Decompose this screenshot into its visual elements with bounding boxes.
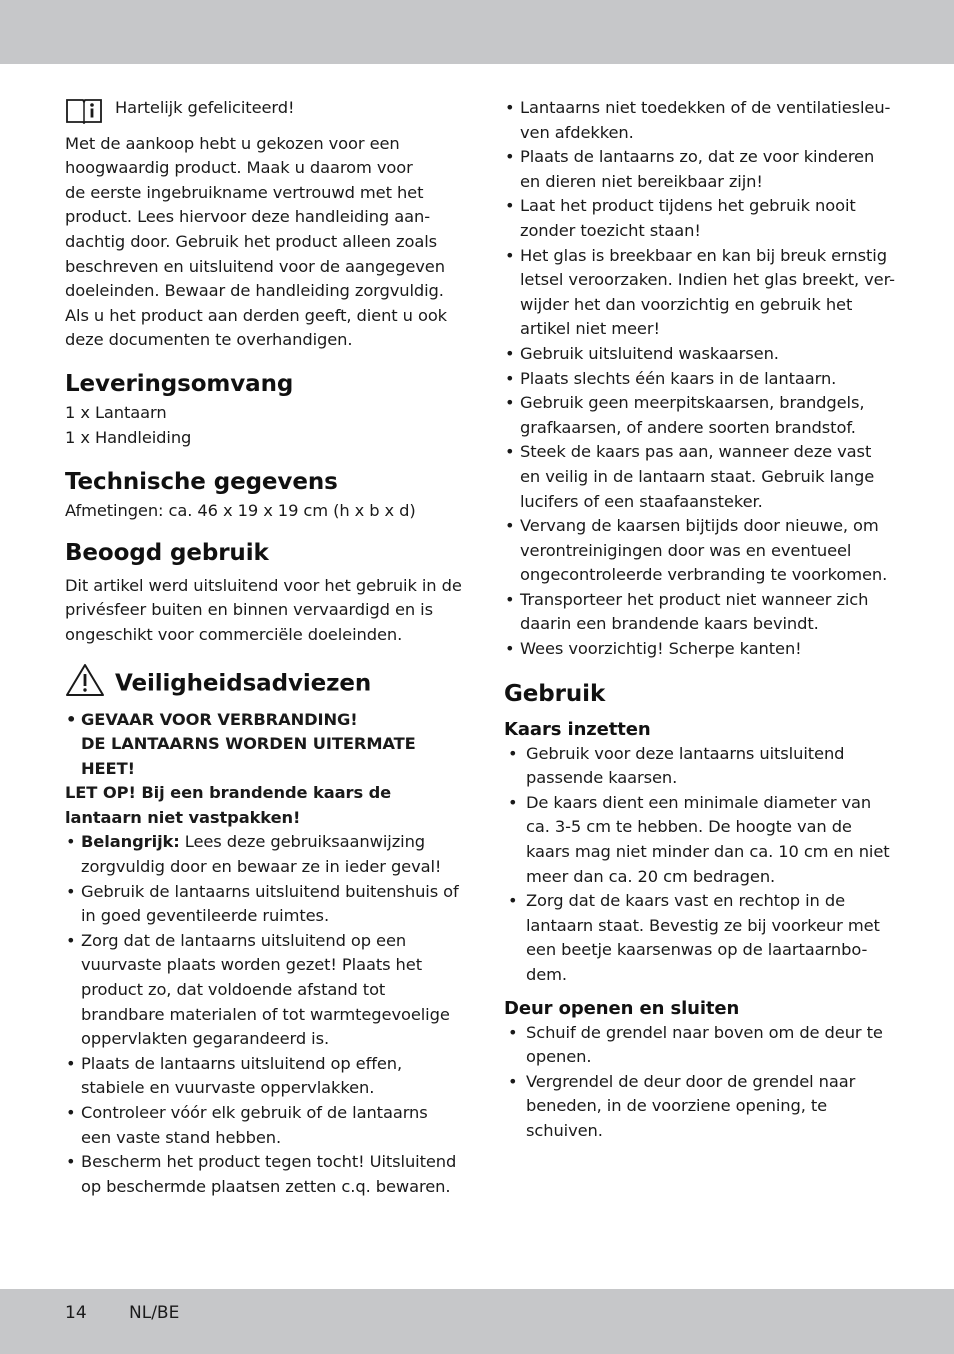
safety-item-line: • Bescherm het product tegen tocht! Uitsluitend bbox=[81, 1152, 457, 1172]
safety-list-left bbox=[65, 708, 450, 782]
safety-item-line: stabiele en vuurvaste oppervlakken. bbox=[81, 1078, 375, 1098]
intro-line: beschreven en uitsluitend voor de aangegeven bbox=[65, 256, 445, 276]
deur-item-line: schuiven. bbox=[526, 1120, 603, 1140]
safety-item-line: in goed geventileerde ruimtes. bbox=[81, 906, 330, 926]
safety-item bbox=[504, 342, 889, 367]
safety-item-line: en dieren niet bereikbaar zijn! bbox=[520, 171, 763, 191]
intro-line: dachtig door. Gebruik het product alleen zoals bbox=[65, 231, 438, 251]
kaars-title: Kaars inzetten bbox=[504, 718, 651, 740]
safety-item-line: artikel niet meer! bbox=[520, 319, 660, 339]
safety-item-line: verontreinigingen door was en eventueel bbox=[520, 540, 852, 560]
kaars-list bbox=[504, 742, 889, 988]
intro-line: Met de aankoop hebt u gekozen voor een bbox=[65, 133, 400, 153]
footer-language: NL/BE bbox=[129, 1303, 180, 1323]
info-book-icon bbox=[65, 96, 103, 132]
safety-item bbox=[504, 514, 889, 588]
safety-item-line: • Gebruik uitsluitend waskaarsen. bbox=[520, 343, 779, 363]
kaars-item-line: kaars mag niet minder dan ca. 10 cm en niet bbox=[526, 842, 890, 862]
safety-item bbox=[65, 929, 450, 1052]
gebruik-title: Gebruik bbox=[504, 680, 606, 707]
safety-item-line: een vaste stand hebben. bbox=[81, 1127, 282, 1147]
safety-item bbox=[65, 1101, 450, 1150]
technisch-title: Technische gegevens bbox=[65, 469, 338, 496]
safety-list-left-2 bbox=[65, 830, 450, 879]
beoogd-text bbox=[65, 574, 462, 648]
safety-item-line: daarin een brandende kaars bevindt. bbox=[520, 614, 819, 634]
safety-item-line: lucifers of een staafaansteker. bbox=[520, 491, 763, 511]
letop-text bbox=[65, 781, 450, 830]
safety-item-line: • Gebruik de lantaarns uitsluitend buitenshuis of bbox=[81, 881, 459, 901]
intro-heading: Hartelijk gefeliciteerd! bbox=[115, 98, 295, 117]
safety-item-line: brandbare materialen of tot warmtegevoelige bbox=[81, 1004, 450, 1024]
safety-item-line: • Gebruik geen meerpitskaarsen, brandgels, bbox=[520, 393, 865, 413]
safety-item bbox=[65, 1150, 457, 1199]
warning-line: DE LANTAARNS WORDEN UITERMATE bbox=[81, 734, 416, 754]
safety-item-line: en veilig in de lantaarn staat. Gebruik lange bbox=[520, 466, 875, 486]
safety-item bbox=[65, 1052, 450, 1101]
belangrijk-text-2: zorgvuldig door en bewaar ze in ieder geval! bbox=[81, 857, 442, 877]
safety-item-line: • Plaats slechts één kaars in de lantaarn. bbox=[520, 368, 837, 388]
deur-item-line: beneden, in de voorziene opening, te bbox=[526, 1096, 828, 1116]
safety-list-right bbox=[504, 96, 895, 662]
intro-line: de eerste ingebruikname vertrouwd met het bbox=[65, 182, 424, 202]
header-bar bbox=[0, 0, 954, 64]
intro-line: product. Lees hiervoor deze handleiding aan- bbox=[65, 207, 430, 227]
levering-item: 1 x Handleiding bbox=[65, 427, 192, 447]
safety-item bbox=[504, 244, 895, 342]
safety-item-line: vuurvaste plaats worden gezet! Plaats het bbox=[81, 955, 422, 975]
safety-item-line: • Controleer vóór elk gebruik of de lantaarns bbox=[81, 1103, 428, 1122]
warning-icon bbox=[65, 663, 105, 705]
safety-item-line: • Laat het product tijdens het gebruik nooit bbox=[520, 196, 856, 216]
levering-list bbox=[65, 401, 450, 450]
safety-item-line: zonder toezicht staan! bbox=[520, 220, 701, 240]
intro-line: hoogwaardig product. Maak u daarom voor bbox=[65, 158, 413, 178]
safety-item-line: • Het glas is breekbaar en kan bij breuk ernstig bbox=[520, 245, 887, 265]
safety-item bbox=[504, 194, 889, 243]
safety-item-line: • Lantaarns niet toedekken of de ventilatiesleu- bbox=[520, 98, 891, 117]
levering-item: 1 x Lantaarn bbox=[65, 402, 167, 422]
kaars-item-line: • Zorg dat de kaars vast en rechtop in de bbox=[526, 891, 845, 911]
beoogd-title: Beoogd gebruik bbox=[65, 539, 269, 566]
belangrijk-label: Belangrijk: bbox=[81, 832, 180, 852]
left-column bbox=[65, 96, 462, 1199]
intro-text bbox=[65, 132, 450, 353]
safety-item bbox=[504, 145, 889, 194]
kaars-item-line: meer dan ca. 20 cm bedragen. bbox=[526, 866, 776, 886]
deur-item bbox=[504, 1021, 889, 1070]
deur-item-line: • Vergrendel de deur door de grendel naar bbox=[526, 1071, 856, 1091]
kaars-item-line: ca. 3-5 cm te hebben. De hoogte van de bbox=[526, 817, 852, 837]
safety-item bbox=[504, 391, 889, 440]
intro-line: doeleinden. Bewaar de handleiding zorgvuldig. bbox=[65, 281, 444, 301]
beoogd-line: Dit artikel werd uitsluitend voor het gebruik in de bbox=[65, 575, 462, 595]
beoogd-line: ongeschikt voor commerciële doeleinden. bbox=[65, 624, 403, 644]
safety-item-line: op beschermde plaatsen zetten c.q. bewaren. bbox=[81, 1176, 451, 1196]
safety-item bbox=[504, 367, 889, 392]
intro-section bbox=[65, 96, 450, 353]
safety-list-left-3 bbox=[65, 880, 459, 1200]
safety-item-line: letsel veroorzaken. Indien het glas breekt, ver- bbox=[520, 270, 895, 290]
safety-item-line: ongecontroleerde verbranding te voorkomen. bbox=[520, 565, 888, 585]
kaars-item-line: • Gebruik voor deze lantaarns uitsluitend bbox=[526, 743, 845, 763]
kaars-item-line: • De kaars dient een minimale diameter van bbox=[526, 792, 872, 812]
safety-item-line: oppervlakten gegarandeerd is. bbox=[81, 1029, 330, 1049]
kaars-item-line: passende kaarsen. bbox=[526, 768, 678, 788]
letop-line: lantaarn niet vastpakken! bbox=[65, 807, 301, 827]
warning-line: • GEVAAR VOOR VERBRANDING! bbox=[81, 709, 358, 729]
letop-line: LET OP! Bij een brandende kaars de bbox=[65, 783, 392, 803]
warning-item bbox=[65, 708, 450, 782]
safety-item-line: • Zorg dat de lantaarns uitsluitend op een bbox=[81, 930, 407, 950]
technisch-text: Afmetingen: ca. 46 x 19 x 19 cm (h x b x d) bbox=[65, 501, 416, 521]
deur-title: Deur openen en sluiten bbox=[504, 997, 740, 1019]
kaars-item bbox=[504, 889, 889, 987]
kaars-item bbox=[504, 791, 889, 889]
right-column bbox=[504, 96, 895, 1144]
kaars-item-line: dem. bbox=[526, 965, 567, 984]
safety-item bbox=[65, 880, 459, 929]
safety-item-line: product zo, dat voldoende afstand tot bbox=[81, 980, 386, 1000]
safety-item bbox=[504, 588, 889, 637]
safety-item-line: • Plaats de lantaarns zo, dat ze voor kinderen bbox=[520, 147, 875, 167]
intro-line: Als u het product aan derden geeft, dient u ook bbox=[65, 305, 448, 325]
warning-line: HEET! bbox=[81, 758, 135, 778]
deur-item bbox=[504, 1070, 889, 1144]
kaars-item bbox=[504, 742, 889, 791]
veiligheid-title bbox=[65, 663, 450, 705]
safety-item bbox=[504, 637, 889, 662]
beoogd-line: privésfeer buiten en binnen vervaardigd en is bbox=[65, 600, 433, 620]
belangrijk-item bbox=[65, 830, 450, 879]
safety-item-line: • Transporteer het product niet wanneer zich bbox=[520, 589, 869, 609]
safety-item-line: • Plaats de lantaarns uitsluitend op effen, bbox=[81, 1053, 403, 1073]
intro-line: deze documenten te overhandigen. bbox=[65, 330, 353, 350]
safety-item bbox=[504, 96, 889, 145]
safety-item bbox=[504, 440, 889, 514]
safety-item-line: • Steek de kaars pas aan, wanneer deze vast bbox=[520, 442, 872, 462]
belangrijk-text-1: Lees deze gebruiksaanwijzing bbox=[179, 832, 426, 852]
veiligheid-title-text: Veiligheidsadviezen bbox=[115, 670, 372, 696]
deur-list bbox=[504, 1021, 889, 1144]
safety-item-line: grafkaarsen, of andere soorten brandstof. bbox=[520, 417, 856, 437]
safety-item-line: ven afdekken. bbox=[520, 122, 634, 142]
page-number: 14 bbox=[65, 1303, 87, 1323]
kaars-item-line: lantaarn staat. Bevestig ze bij voorkeur met bbox=[526, 915, 880, 935]
safety-item-line: • Vervang de kaarsen bijtijds door nieuwe, om bbox=[520, 516, 879, 536]
levering-title: Leveringsomvang bbox=[65, 370, 294, 397]
kaars-item-line: een beetje kaarsenwas op de laartaarnbo- bbox=[526, 940, 868, 960]
safety-item-line: wijder het dan voorzichtig en gebruik het bbox=[520, 294, 853, 314]
deur-item-line: openen. bbox=[526, 1047, 592, 1067]
deur-item-line: • Schuif de grendel naar boven om de deur te bbox=[526, 1022, 883, 1042]
safety-item-line: • Wees voorzichtig! Scherpe kanten! bbox=[520, 639, 802, 659]
